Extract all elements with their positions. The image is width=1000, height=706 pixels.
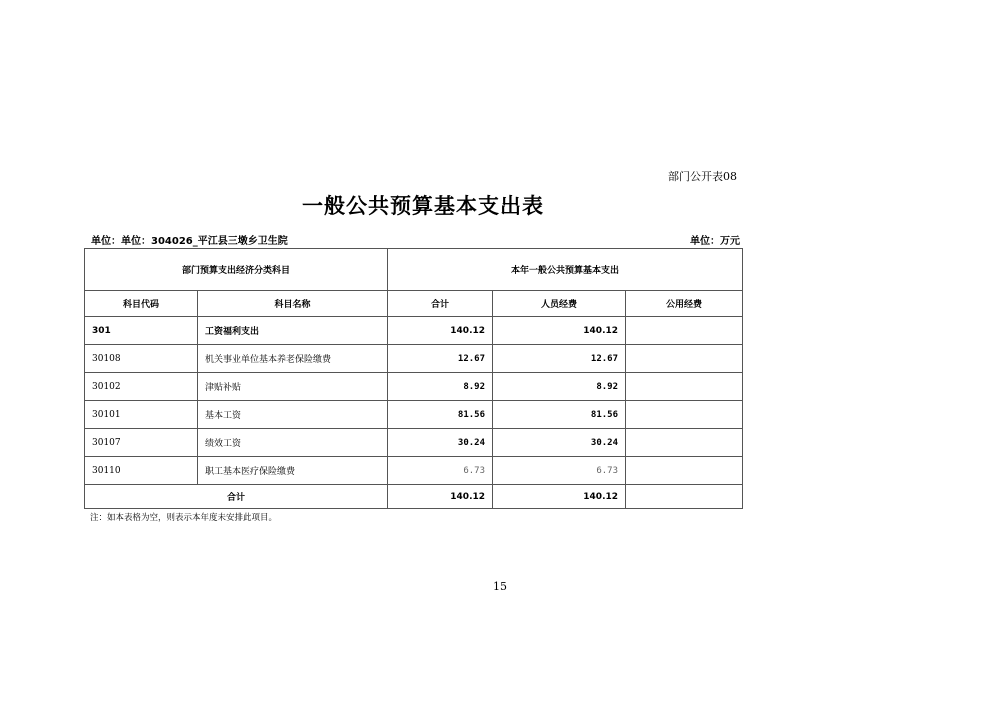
row-code: 301	[85, 317, 198, 345]
total-public	[626, 485, 743, 509]
page-number: 15	[493, 580, 507, 593]
unit-label: 单位：单位：304026_平江县三墩乡卫生院	[91, 236, 288, 247]
row-code: 30101	[85, 401, 198, 429]
column-header-personnel: 人员经费	[493, 291, 626, 317]
table-row	[85, 345, 743, 373]
row-public	[626, 401, 743, 429]
page-title: 一般公共预算基本支出表	[302, 194, 544, 218]
row-total: 8.92	[388, 373, 493, 401]
row-public	[626, 345, 743, 373]
form-code: 部门公开表08	[668, 170, 737, 183]
column-header-public: 公用经费	[626, 291, 743, 317]
group-header-expenditure: 本年一般公共预算基本支出	[388, 249, 743, 291]
column-header-name: 科目名称	[198, 291, 388, 317]
budget-table	[84, 248, 743, 509]
row-code: 30102	[85, 373, 198, 401]
table-row	[85, 373, 743, 401]
row-personnel: 30.24	[493, 429, 626, 457]
row-public	[626, 373, 743, 401]
table-row	[85, 401, 743, 429]
row-code: 30108	[85, 345, 198, 373]
row-total: 12.67	[388, 345, 493, 373]
table-row	[85, 429, 743, 457]
row-public	[626, 317, 743, 345]
table-row	[85, 317, 743, 345]
group-header-row	[85, 249, 743, 291]
column-header-total: 合计	[388, 291, 493, 317]
row-personnel: 81.56	[493, 401, 626, 429]
total-total: 140.12	[388, 485, 493, 509]
row-code: 30110	[85, 457, 198, 485]
row-total: 6.73	[388, 457, 493, 485]
currency-unit-label: 单位：万元	[690, 236, 740, 247]
row-personnel: 140.12	[493, 317, 626, 345]
row-name: 机关事业单位基本养老保险缴费	[198, 345, 388, 373]
total-personnel: 140.12	[493, 485, 626, 509]
row-code: 30107	[85, 429, 198, 457]
footnote: 注：如本表格为空，则表示本年度未安排此项目。	[90, 513, 278, 523]
row-public	[626, 457, 743, 485]
row-personnel: 8.92	[493, 373, 626, 401]
table-row	[85, 457, 743, 485]
row-name: 职工基本医疗保险缴费	[198, 457, 388, 485]
row-personnel: 6.73	[493, 457, 626, 485]
row-name: 津贴补贴	[198, 373, 388, 401]
total-row	[85, 485, 743, 509]
row-name: 工资福利支出	[198, 317, 388, 345]
row-public	[626, 429, 743, 457]
row-name: 绩效工资	[198, 429, 388, 457]
row-personnel: 12.67	[493, 345, 626, 373]
column-header-row	[85, 291, 743, 317]
column-header-code: 科目代码	[85, 291, 198, 317]
row-total: 81.56	[388, 401, 493, 429]
total-label: 合计	[85, 485, 388, 509]
row-total: 30.24	[388, 429, 493, 457]
row-total: 140.12	[388, 317, 493, 345]
group-header-classification: 部门预算支出经济分类科目	[85, 249, 388, 291]
row-name: 基本工资	[198, 401, 388, 429]
